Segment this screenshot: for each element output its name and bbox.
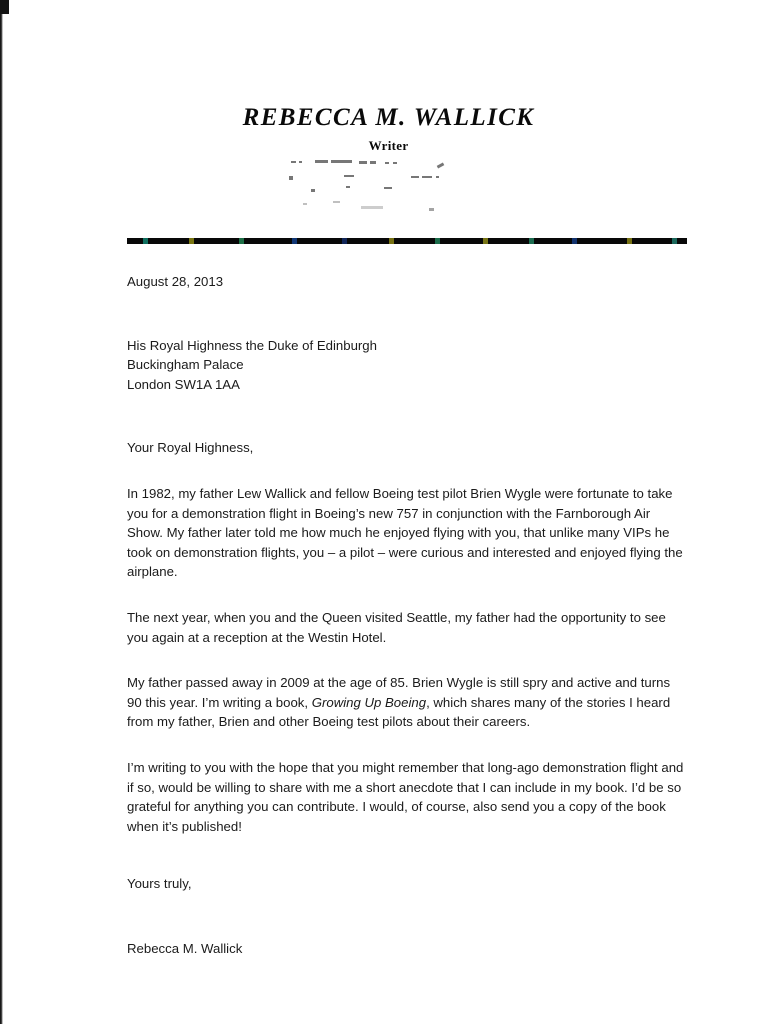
paragraph-3-text-after-title: , which shares many of the stories I heard from my father, Brien and other Boeing test pilots about their careers. bbox=[127, 694, 671, 730]
paragraph-3-wrapper bbox=[127, 673, 687, 732]
letter-body bbox=[127, 272, 687, 958]
letter-paragraph-2: The next year, when you and the Queen visited Seattle, my father had the opportunity to see you again at a reception at the Westin Hotel. bbox=[127, 609, 666, 645]
letter-salutation: Your Royal Highness, bbox=[127, 440, 254, 456]
letter-paragraph-1: In 1982, my father Lew Wallick and fellow Boeing test pilot Brien Wygle were fortunate to take you for a demonstration flight in Boeing’s new 757 in conjunction with the Farnborough Air Show. My father later told me how much he enjoyed flying with you, that unlike many VIPs he took on demonstration flights, you – a pilot – were curious and interested and enjoyed flying the airplane. bbox=[127, 485, 683, 580]
letterhead-divider-rule bbox=[127, 238, 687, 244]
letterhead-name: REBECCA M. WALLICK bbox=[242, 104, 535, 131]
letterhead bbox=[0, 104, 777, 220]
letter-date: August 28, 2013 bbox=[127, 274, 224, 289]
recipient-line-1: His Royal Highness the Duke of Edinburgh bbox=[127, 337, 377, 353]
letter-signature-name: Rebecca M. Wallick bbox=[127, 940, 243, 956]
recipient-line-3: London SW1A 1AA bbox=[127, 376, 240, 392]
paragraph-4-wrapper bbox=[127, 758, 687, 836]
letterhead-role: Writer bbox=[368, 137, 409, 153]
recipient-address-block bbox=[127, 336, 687, 395]
paragraph-3-text-before-title: My father passed away in 2009 at the age of 85. Brien Wygle is still spry and active and turns 90 this year. I’m writing a book, bbox=[127, 675, 671, 710]
paragraph-1-wrapper bbox=[127, 484, 687, 582]
letter-paragraph-3 bbox=[127, 673, 687, 732]
letter-paragraph-4: I’m writing to you with the hope that you might remember that long-ago demonstration flight and if so, would be willing to share with me a short anecdote that I can include in my book. I’d be so grateful for anything you can contribute. I would, of course, also send you a copy of the book when it’s published! bbox=[127, 759, 684, 834]
book-title: Growing Up Boeing bbox=[311, 694, 427, 710]
letter-closing: Yours truly, bbox=[127, 876, 192, 892]
scan-edge-corner bbox=[0, 0, 9, 14]
recipient-line-2: Buckingham Palace bbox=[127, 357, 244, 373]
paragraph-2-wrapper bbox=[127, 608, 687, 647]
letterhead-contact-redacted bbox=[289, 158, 489, 220]
